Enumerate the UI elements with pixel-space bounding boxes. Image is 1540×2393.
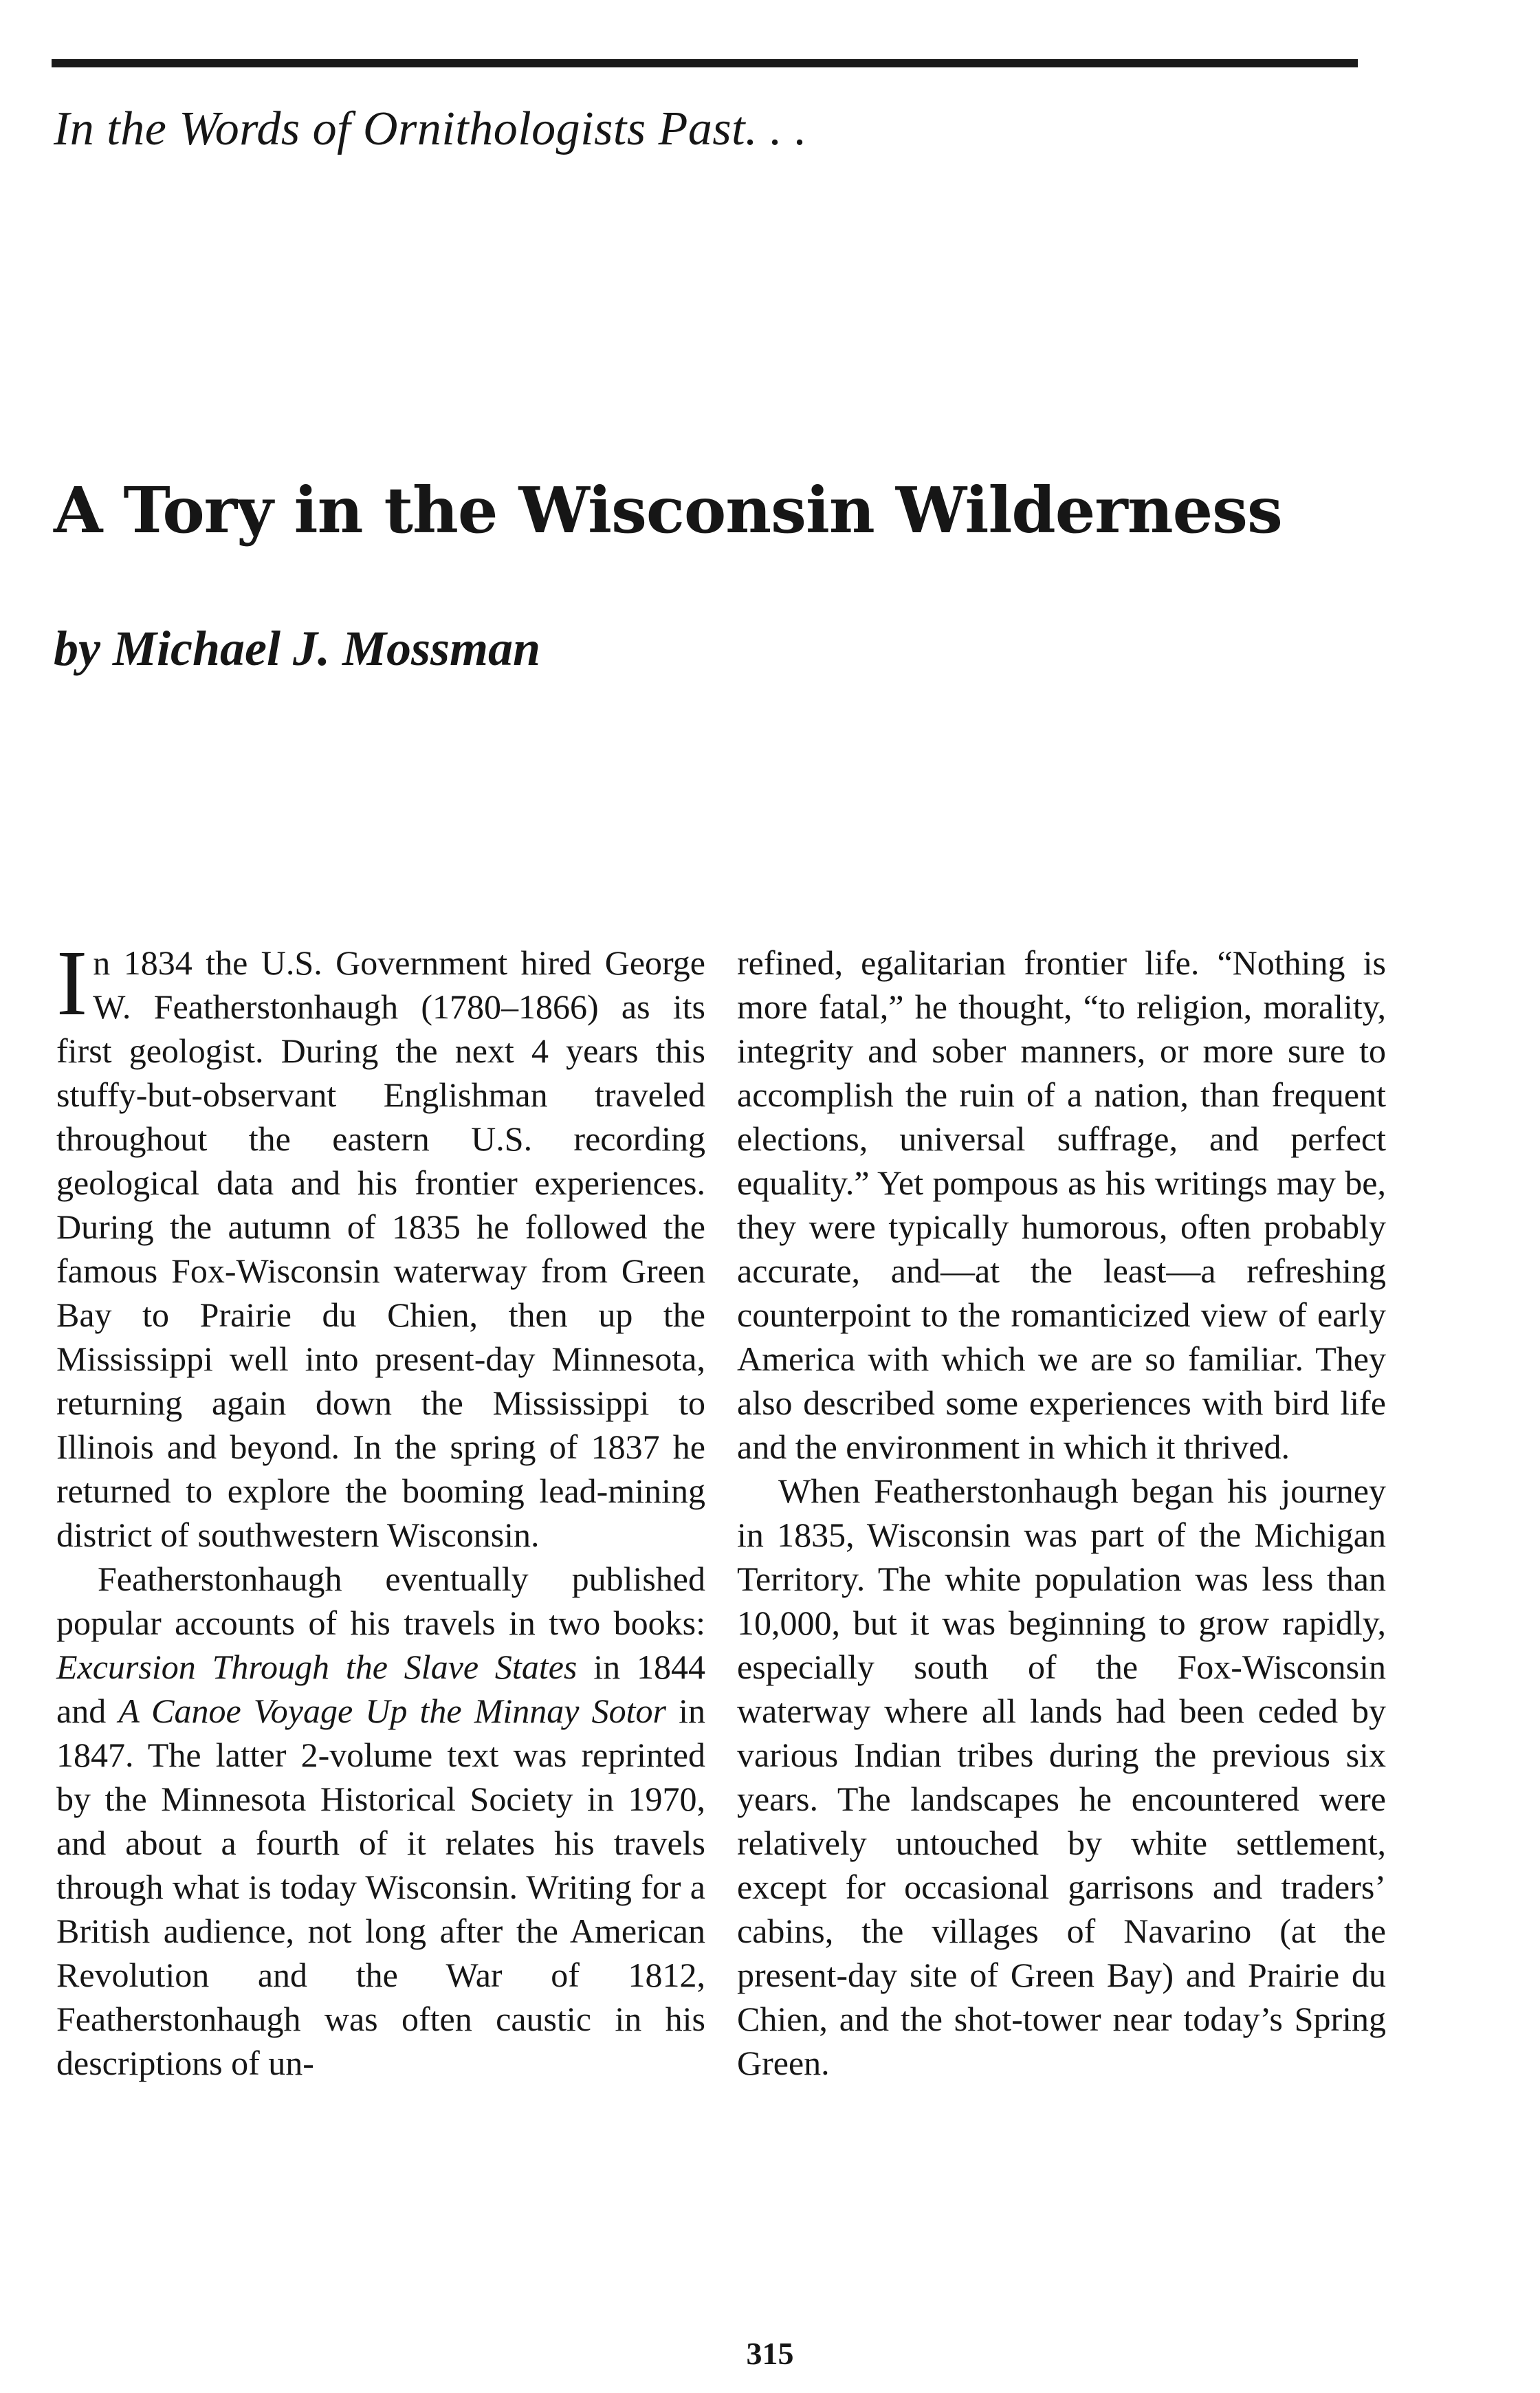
paragraph-journey: When Featherstonhaugh began his journey in 1835, Wisconsin was part of the Michigan Territory. The white population was less than 10,000, but it was beginning to grow rapidly, especially south of the Fox-Wisconsin waterway where all lands had been ceded by various Indian tribes during the previous six years. The landscapes he encountered were relatively untouched by white settlement, except for occasional garrisons and traders’ cabins, the villages of Navarino (at the present-day site of Green Bay) and Prairie du Chien, and the shot-tower near today’s Spring Green. — [737, 1472, 1386, 2082]
drop-cap: I — [56, 932, 88, 1035]
paragraph-books-text-a: Featherstonhaugh eventually published popular accounts of his travels in two books: — [56, 1560, 705, 1642]
right-column — [737, 941, 1386, 2085]
page-number: 315 — [746, 2336, 794, 2371]
book-title-excursion: Excursion Through the Slave States — [56, 1648, 578, 1686]
series-heading: In the Words of Ornithologists Past. . . — [54, 102, 808, 155]
book-title-canoe-voyage: A Canoe Voyage Up the Minnay Sotor — [118, 1692, 666, 1730]
paragraph-intro-text: n 1834 the U.S. Government hired George W. Featherstonhaugh (1780–1866) as its first geologist. During the next 4 years this stuffy-but-observant Englishman traveled throughout the eastern U.S. recording geological data and his frontier experiences. During the autumn of 1835 he followed the famous Fox-Wisconsin waterway from Green Bay to Prairie du Chien, then up the Mississippi well into present-day Minnesota, returning again down the Mississippi to Illinois and beyond. In the spring of 1837 he returned to explore the booming lead-mining district of southwestern Wisconsin. — [56, 943, 705, 1554]
header-rule — [52, 59, 1358, 67]
left-column — [56, 932, 705, 2085]
article-title: A Tory in the Wisconsin Wilderness — [54, 473, 1282, 547]
paragraph-books — [56, 1557, 705, 2085]
paragraph-intro — [56, 932, 705, 1557]
paragraph-books-text-c: in 1847. The latter 2-volume text was reprinted by the Minnesota Historical Society in 1970, and about a fourth of it relates his travels through what is today Wisconsin. Writing for a British audience, not long after the American Revolution and the War of 1812, Featherstonhaugh was often caustic in his descriptions of un- — [56, 1692, 705, 2082]
byline: by Michael J. Mossman — [54, 621, 541, 676]
paragraph-continued: refined, egalitarian frontier life. “Nothing is more fatal,” he thought, “to religion, morality, integrity and sober manners, or more sure to accomplish the ruin of a nation, than frequent elections, universal suffrage, and perfect equality.” Yet pompous as his writings may be, they were typically humorous, often probably accurate, and—at the least—a refreshing counterpoint to the romanticized view of early America with which we are so familiar. They also described some experiences with bird life and the environment in which it thrived. — [737, 943, 1386, 1466]
paragraph-books-text-b: in 1844 and — [56, 1648, 705, 1730]
